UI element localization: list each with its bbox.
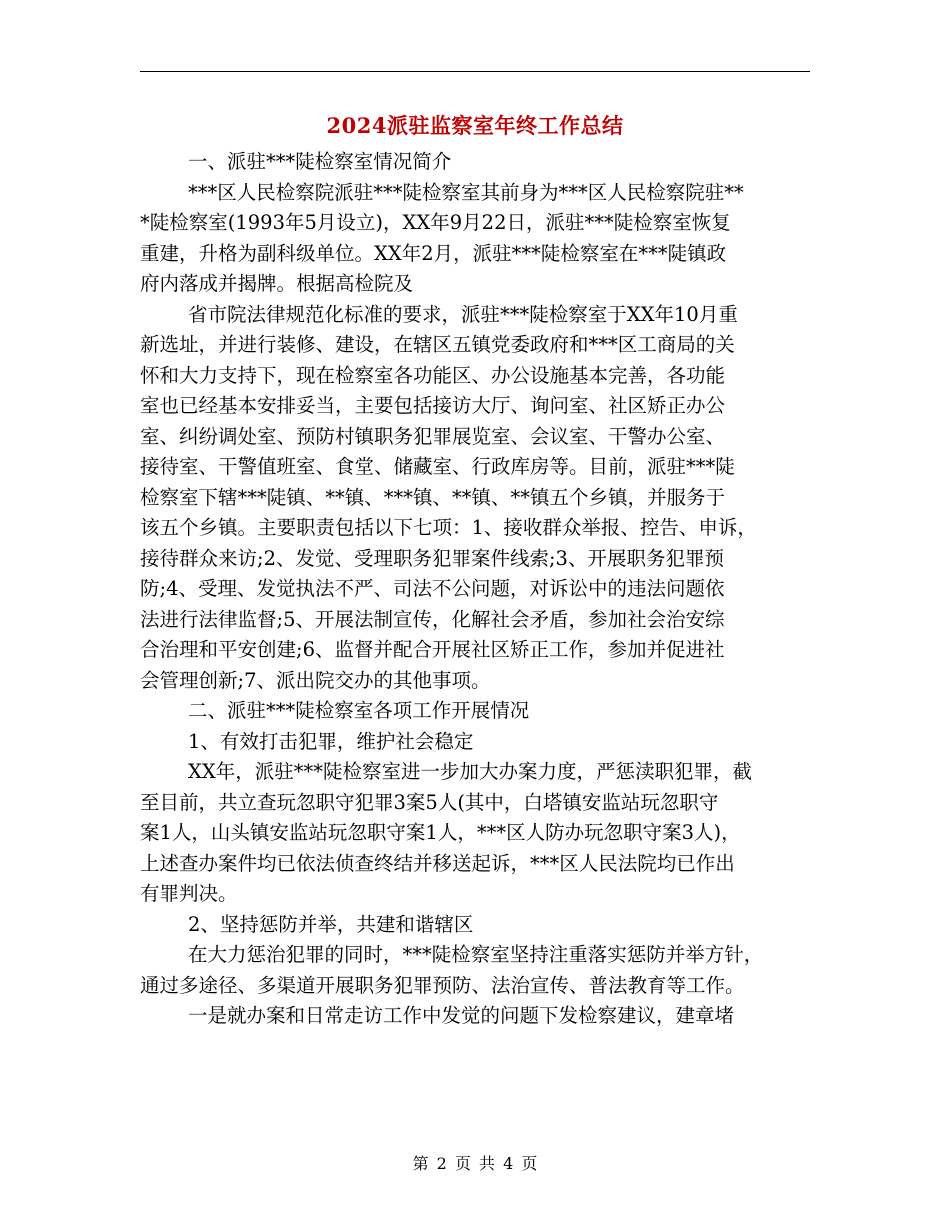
section-heading: 二、派驻***陡检察室各项工作开展情况 xyxy=(188,699,530,722)
paragraph-line: 该五个乡镇。主要职责包括以下七项：1、接收群众举报、控告、申诉， xyxy=(140,516,757,539)
paragraph-line: 府内落成并揭牌。根据高检院及 xyxy=(140,272,414,295)
paragraph-line: 法进行法律监督;5、开展法制宣传，化解社会矛盾，参加社会治安综 xyxy=(140,607,725,631)
paragraph-line: 在大力惩治犯罪的同时，***陡检察室坚持注重落实惩防并举方针， xyxy=(188,943,764,966)
section-heading: 一、派驻***陡检察室情况简介 xyxy=(188,150,452,173)
paragraph-line: 至目前，共立查玩忽职守犯罪3案5人(其中，白塔镇安监站玩忽职守 xyxy=(140,790,719,814)
header-rule xyxy=(140,71,810,72)
paragraph-line: ***区人民检察院派驻***陡检察室其前身为***区人民检察院驻** xyxy=(188,180,744,204)
document-body xyxy=(140,147,812,1032)
paragraph-line: 室也已经基本安排妥当，主要包括接访大厅、询问室、社区矫正办公 xyxy=(140,394,726,417)
paragraph-line: XX年，派驻***陡检察室进一步加大办案力度，严惩渎职犯罪，截 xyxy=(188,760,753,783)
paragraph-line: 一是就办案和日常走访工作中发觉的问题下发检察建议，建章堵 xyxy=(188,1004,735,1027)
paragraph-line: 上述查办案件均已依法侦查终结并移送起诉，***区人民法院均已作出 xyxy=(140,851,735,875)
paragraph-line: *陡检察室(1993年5月设立)，XX年9月22日，派驻***陡检察室恢复 xyxy=(140,211,731,234)
subsection-heading: 2、坚持惩防并举，共建和谐辖区 xyxy=(188,912,474,936)
paragraph-line: 室、纠纷调处室、预防村镇职务犯罪展览室、会议室、干警办公室、 xyxy=(140,424,726,448)
subsection-heading: 1、有效打击犯罪，维护社会稳定 xyxy=(188,729,474,753)
page-number: 第 2 页 共 4 页 xyxy=(412,1154,538,1173)
paragraph-line: 接待室、干警值班室、食堂、储藏室、行政库房等。目前，派驻***陡 xyxy=(140,455,735,478)
paragraph-line: 案1人，山头镇安监站玩忽职守案1人，***区人防办玩忽职守案3人)， xyxy=(140,821,741,844)
paragraph-line: 防;4、受理、发觉执法不严、司法不公问题，对诉讼中的违法问题依 xyxy=(140,577,725,600)
paragraph-line: 怀和大力支持下，现在检察室各功能区、办公设施基本完善，各功能 xyxy=(140,363,726,387)
paragraph-line: 省市院法律规范化标准的要求，派驻***陡检察室于XX年10月重 xyxy=(188,302,738,326)
paragraph-line: 会管理创新;7、派出院交办的其他事项。 xyxy=(140,668,491,692)
paragraph-line: 重建，升格为副科级单位。XX年2月，派驻***陡检察室在***陡镇政 xyxy=(140,241,727,265)
document-title: 2024派驻监察室年终工作总结 xyxy=(326,113,624,138)
paragraph-line: 通过多途径、多渠道开展职务犯罪预防、法治宣传、普法教育等工作。 xyxy=(140,973,745,997)
paragraph-line: 有罪判决。 xyxy=(140,882,238,905)
paragraph-line: 新选址，并进行装修、建设，在辖区五镇党委政府和***区工商局的关 xyxy=(140,333,735,356)
paragraph-line: 合治理和平安创建;6、监督并配合开展社区矫正工作，参加并促进社 xyxy=(140,638,725,661)
paragraph-line: 检察室下辖***陡镇、**镇、***镇、**镇、**镇五个乡镇，并服务于 xyxy=(140,485,726,509)
paragraph-line: 接待群众来访;2、发觉、受理职务犯罪案件线索;3、开展职务犯罪预 xyxy=(140,546,724,570)
